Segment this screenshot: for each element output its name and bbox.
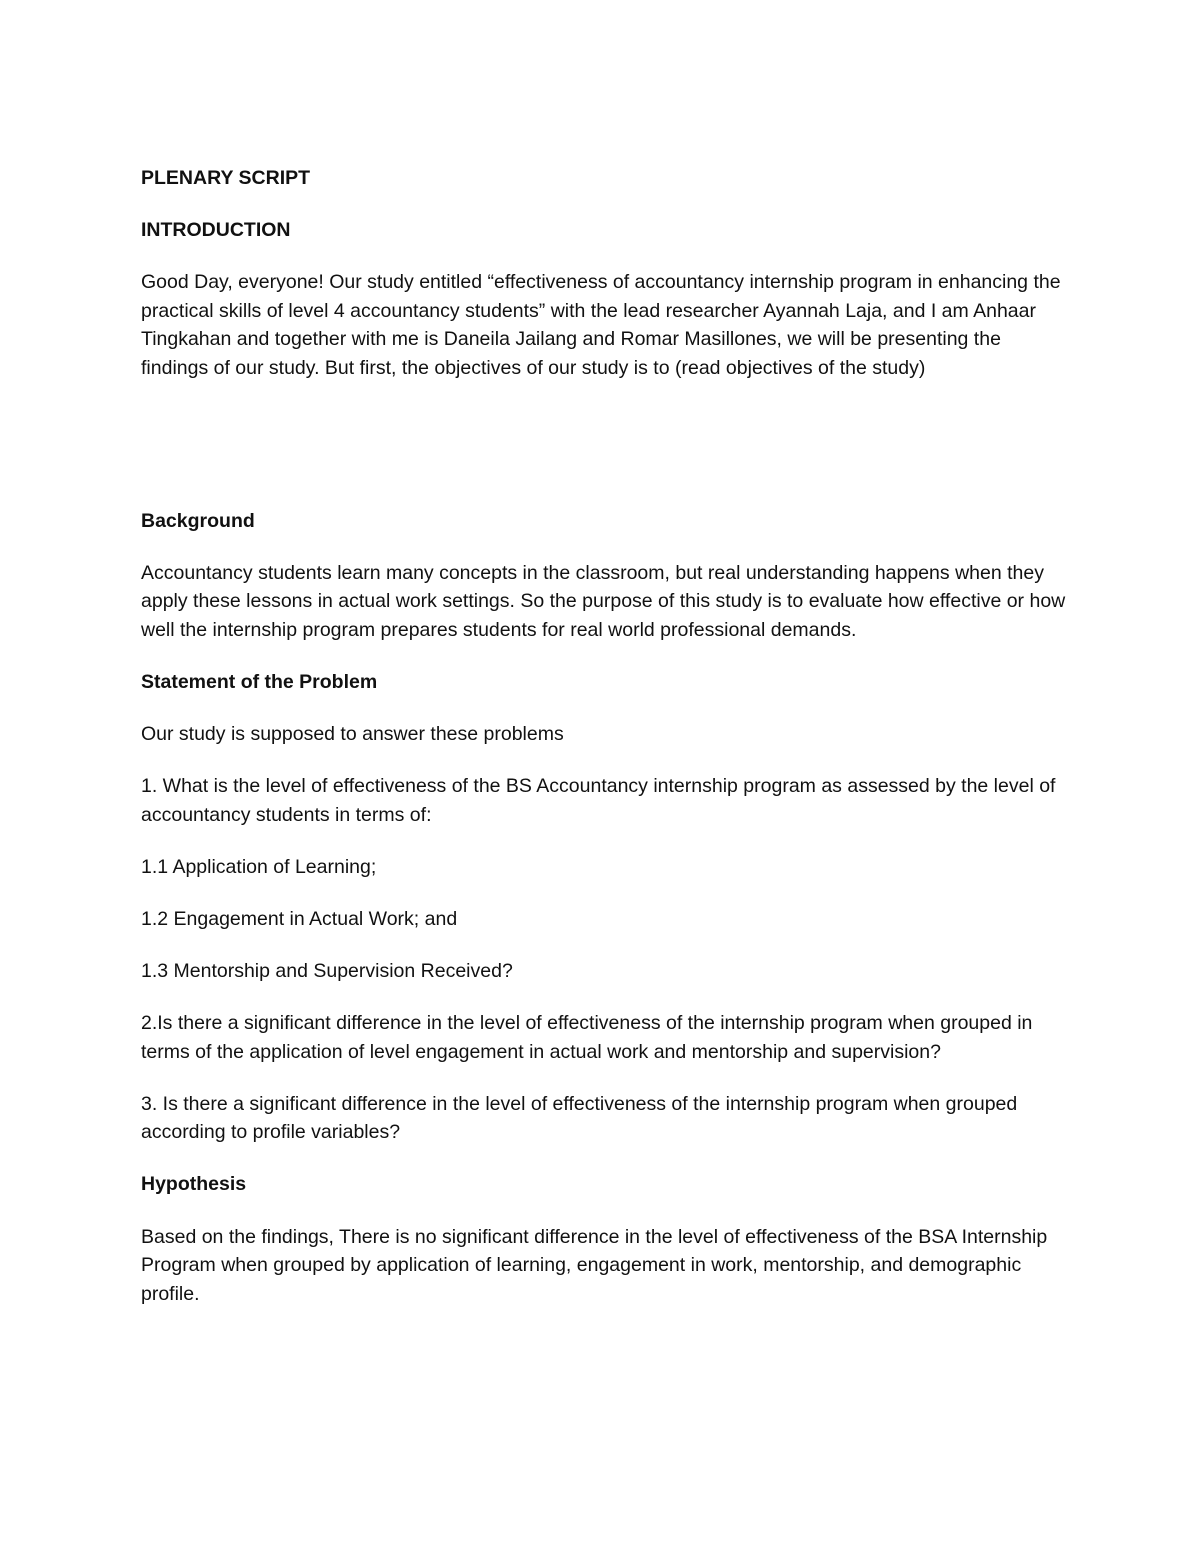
problem-heading: Statement of the Problem [141,670,378,693]
problem-item-1-3: 1.3 Mentorship and Supervision Received? [141,960,513,982]
introduction-paragraph: Good Day, everyone! Our study entitled “effectiveness of accountancy internship program in enhancing the practical skills of level 4 accountancy students” with the lead researcher Ayannah Laja, and I am Anhaar Tingkahan and together with me is Daneila Jailang and Romar Masillones, we will be presenting the findings of our study. But first, the objectives of our study is to (read objectives of the study) [141,271,1061,379]
hypothesis-heading: Hypothesis [141,1173,247,1196]
problem-intro: Our study is supposed to answer these problems [141,723,564,746]
problem-item-1: 1. What is the level of effectiveness of the BS Accountancy internship program as assessed by the level of accountancy students in terms of: [141,775,1056,826]
background-paragraph: Accountancy students learn many concepts in the classroom, but real understanding happens when they apply these lessons in actual work settings. So the purpose of this study is to evaluate how effective or how well the internship program prepares students for real world professional demands. [141,561,1066,641]
problem-item-1-1: 1.1 Application of Learning; [141,855,377,878]
problem-item-2: 2.Is there a significant difference in the level of effectiveness of the internship program when grouped in terms of the application of level engagement in actual work and mentorship and supervision? [141,1012,1033,1063]
problem-item-1-2: 1.2 Engagement in Actual Work; and [141,907,458,930]
problem-item-3: 3. Is there a significant difference in the level of effectiveness of the internship program when grouped according to profile variables? [141,1092,1018,1144]
document-body [141,164,1066,1308]
introduction-heading: INTRODUCTION [141,219,291,242]
background-heading: Background [141,509,255,532]
document-title: PLENARY SCRIPT [141,167,311,189]
hypothesis-paragraph: Based on the findings, There is no significant difference in the level of effectiveness of the BSA Internship Program when grouped by application of learning, engagement in work, mentorship, and demographic profile. [141,1225,1048,1305]
